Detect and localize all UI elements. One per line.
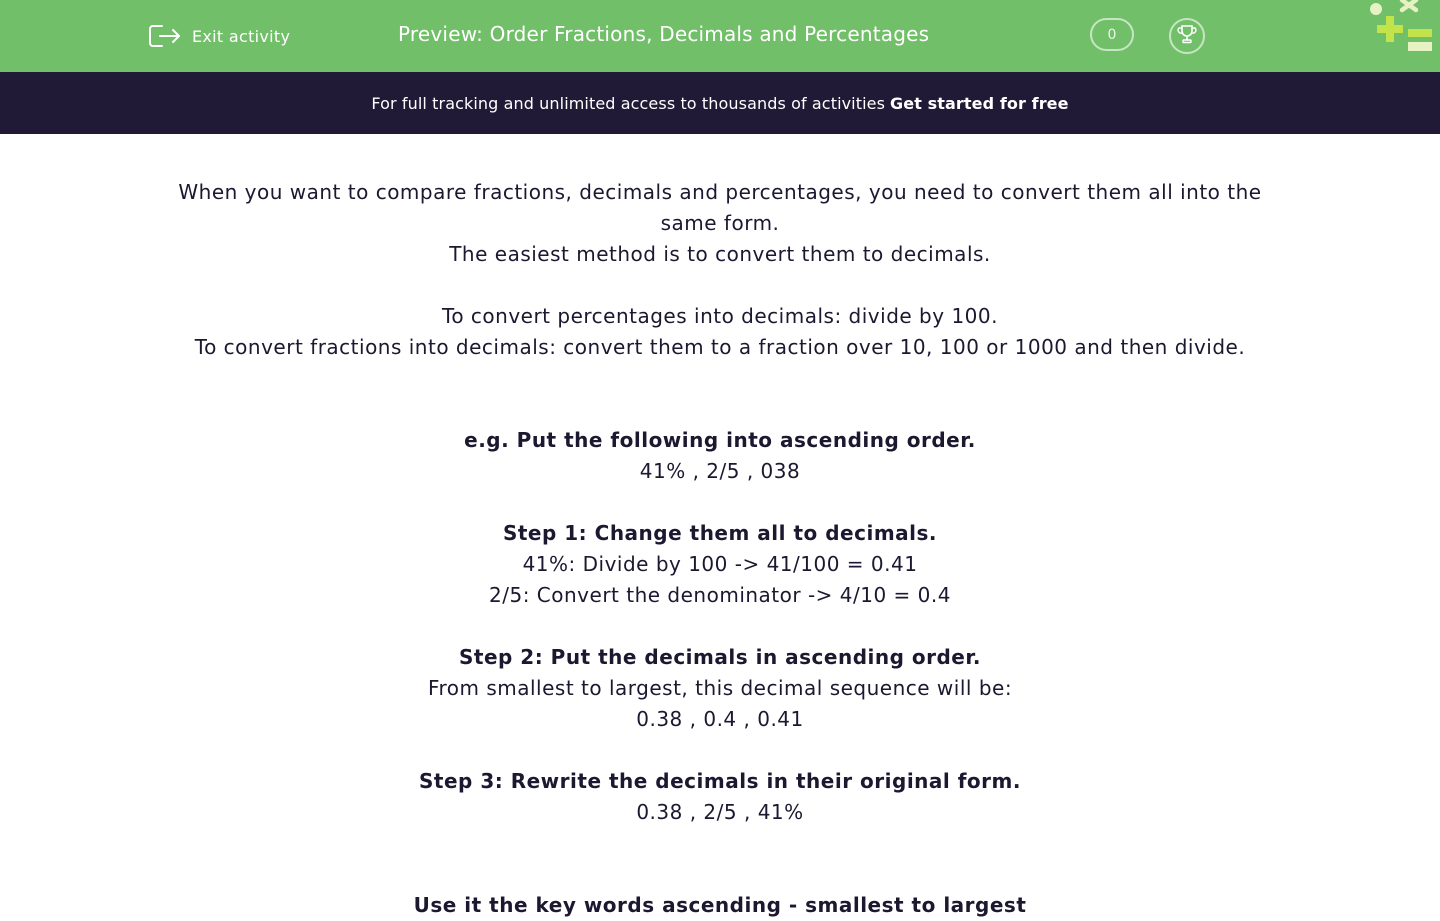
intro-line: To convert fractions into decimals: convert them to a fraction over 10, 100 or 1000 and then divide.	[194, 335, 1246, 359]
get-started-link[interactable]: Get started for free	[890, 93, 1069, 113]
example-values: 41% , 2/5 , 038	[639, 459, 801, 483]
step2-heading: Step 2: Put the decimals in ascending order.	[459, 645, 981, 669]
intro-line: When you want to compare fractions, decimals and percentages, you need to convert them all into the same form.	[178, 180, 1262, 235]
step1-line: 2/5: Convert the denominator -> 4/10 = 0.4	[489, 583, 951, 607]
step2-line: 0.38 , 0.4 , 0.41	[636, 707, 804, 731]
step3-heading: Step 3: Rewrite the decimals in their original form.	[419, 769, 1021, 793]
exit-icon	[148, 22, 182, 50]
step2-line: From smallest to largest, this decimal sequence will be:	[427, 676, 1013, 700]
signup-banner	[0, 72, 1440, 134]
page-title: Preview: Order Fractions, Decimals and Percentages	[398, 22, 930, 46]
intro-line: To convert percentages into decimals: divide by 100.	[442, 304, 998, 328]
explanation-content	[150, 177, 1290, 921]
example-heading: e.g. Put the following into ascending order.	[464, 428, 976, 452]
exit-activity-label: Exit activity	[192, 26, 291, 46]
trophy-icon	[1176, 23, 1198, 49]
step1-line: 41%: Divide by 100 -> 41/100 = 0.41	[522, 552, 918, 576]
step3-line: 0.38 , 2/5 , 41%	[636, 800, 804, 824]
top-bar	[0, 0, 1440, 72]
score-badge: 0	[1090, 18, 1134, 51]
intro-line: The easiest method is to convert them to decimals.	[449, 242, 991, 266]
cutoff-line: Use it the key words ascending - smallest to largest	[413, 893, 1027, 917]
exit-activity-button[interactable]	[148, 20, 290, 52]
step1-heading: Step 1: Change them all to decimals.	[502, 521, 938, 545]
edplace-logo	[1364, 0, 1440, 58]
trophy-button[interactable]	[1169, 18, 1205, 54]
banner-text: For full tracking and unlimited access to thousands of activities	[371, 93, 886, 113]
